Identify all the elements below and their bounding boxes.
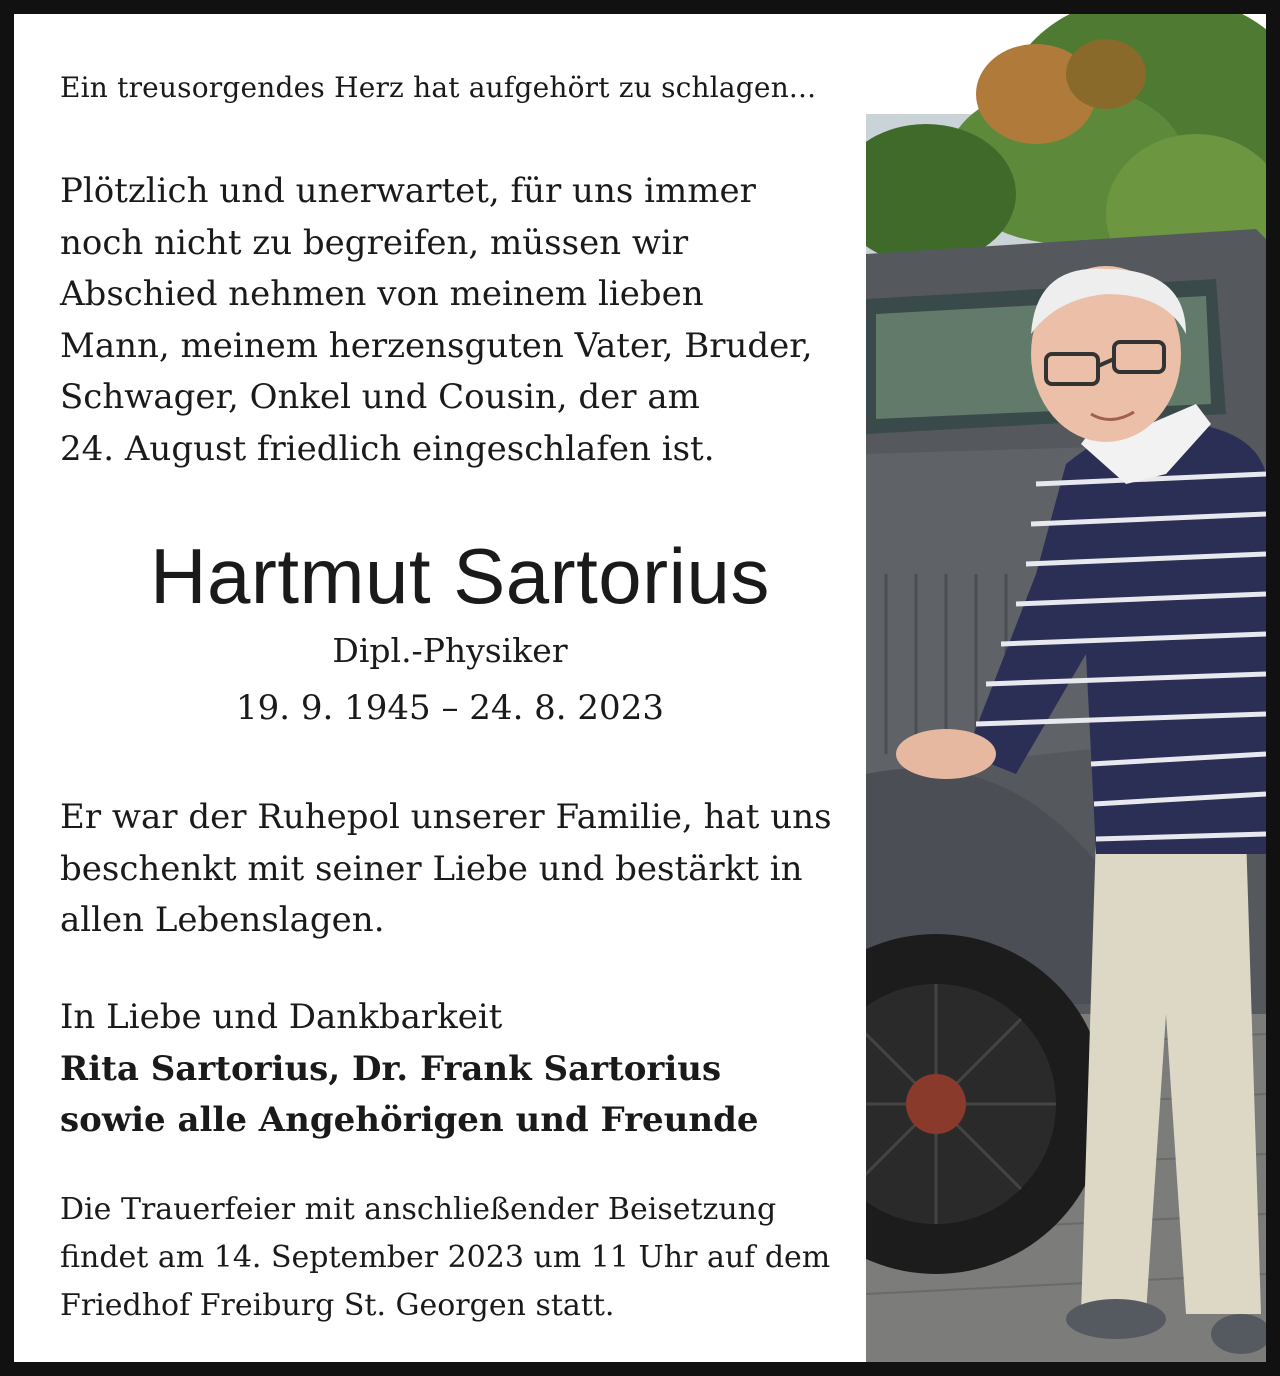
mourners-line-2: sowie alle Angehörigen und Freunde [60,1100,759,1141]
profession: Dipl.-Physiker [332,631,568,670]
intro-paragraph [60,166,850,476]
tribute-line: beschenkt mit seiner Liebe und bestärkt in [60,848,803,889]
signature-block [60,992,850,1147]
intro-line: 24. August friedlich eingeschlafen ist. [60,428,715,469]
mourners-line-1: Rita Sartorius, Dr. Frank Sartorius [60,1048,722,1089]
intro-line: Mann, meinem herzensguten Vater, Bruder, [60,325,813,366]
obituary-card [14,14,1266,1362]
portrait-photo [866,14,1266,1362]
intro-line: Schwager, Onkel und Cousin, der am [60,377,700,418]
life-dates: 19. 9. 1945 – 24. 8. 2023 [236,688,664,728]
tribute-line: Er war der Ruhepol unserer Familie, hat uns [60,797,832,837]
deceased-name: Hartmut Sartorius [150,532,770,620]
funeral-line: findet am 14. September 2023 um 11 Uhr auf dem [60,1240,831,1275]
funeral-line: Die Trauerfeier mit anschließender Beisetzung [60,1192,777,1227]
intro-line: Plötzlich und unerwartet, für uns immer [60,171,756,211]
signature-intro: In Liebe und Dankbarkeit [60,997,503,1037]
tribute-paragraph [60,792,850,947]
funeral-info [60,1186,850,1330]
funeral-line: Friedhof Freiburg St. Georgen statt. [60,1288,615,1323]
opening-line: Ein treusorgendes Herz hat aufgehört zu schlagen... [60,71,817,104]
tribute-line: allen Lebenslagen. [60,900,385,941]
portrait-illustration [866,14,1266,1362]
intro-line: Abschied nehmen von meinem lieben [60,274,704,315]
intro-line: noch nicht zu begreifen, müssen wir [60,222,689,263]
